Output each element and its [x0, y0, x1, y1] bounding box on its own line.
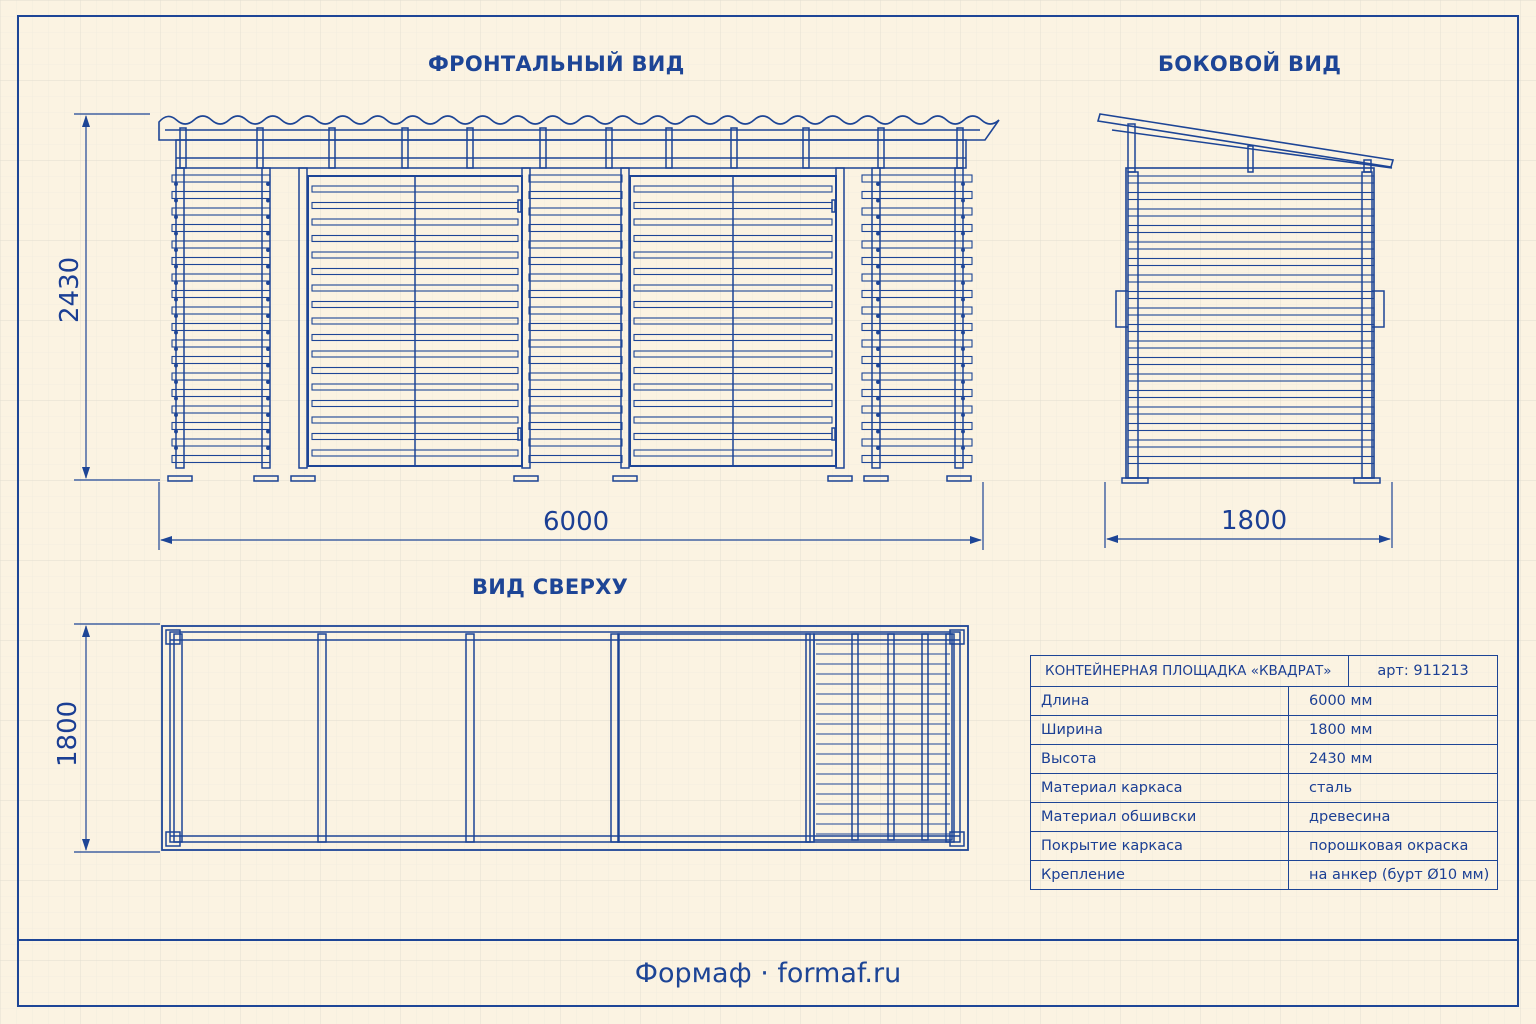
front-bolt	[267, 249, 269, 251]
front-bolt	[175, 364, 177, 366]
front-bolt	[877, 364, 879, 366]
front-bolt	[267, 315, 269, 317]
front-bolt	[877, 282, 879, 284]
spec-article: арт: 911213	[1349, 656, 1498, 687]
front-bolt	[877, 183, 879, 185]
front-bolt	[962, 265, 964, 267]
front-bolt	[175, 447, 177, 449]
front-bolt	[877, 447, 879, 449]
front-bolt	[962, 249, 964, 251]
front-bolt	[175, 414, 177, 416]
front-bolt	[267, 199, 269, 201]
front-bolt	[267, 364, 269, 366]
front-bolt	[175, 183, 177, 185]
side-width-dimension: 1800	[1221, 506, 1288, 536]
front-bolt	[962, 364, 964, 366]
front-bolt	[267, 397, 269, 399]
front-bolt	[962, 397, 964, 399]
front-bolt	[962, 298, 964, 300]
spec-value: 2430 мм	[1289, 745, 1498, 774]
top-view-title: ВИД СВЕРХУ	[472, 575, 629, 599]
front-bolt	[962, 331, 964, 333]
spec-label: Высота	[1031, 745, 1289, 774]
front-bolt	[877, 381, 879, 383]
front-bolt	[175, 430, 177, 432]
front-bolt	[877, 331, 879, 333]
front-bolt	[962, 447, 964, 449]
front-bolt	[175, 315, 177, 317]
front-bolt	[175, 232, 177, 234]
side-view-title: БОКОВОЙ ВИД	[1158, 52, 1342, 76]
spec-label: Ширина	[1031, 716, 1289, 745]
front-bolt	[962, 232, 964, 234]
front-bolt	[877, 216, 879, 218]
spec-value: древесина	[1289, 803, 1498, 832]
front-bolt	[877, 298, 879, 300]
spec-row	[1031, 716, 1498, 745]
front-bolt	[267, 381, 269, 383]
front-bolt	[877, 249, 879, 251]
spec-row	[1031, 774, 1498, 803]
spec-value: сталь	[1289, 774, 1498, 803]
front-bolt	[962, 315, 964, 317]
front-bolt	[962, 348, 964, 350]
spec-label: Материал обшивски	[1031, 803, 1289, 832]
front-bolt	[877, 265, 879, 267]
front-bolt	[267, 348, 269, 350]
footer-brand: Формаф · formaf.ru	[634, 957, 902, 989]
spec-label: Крепление	[1031, 861, 1289, 890]
front-bolt	[877, 397, 879, 399]
spec-row	[1031, 861, 1498, 890]
front-bolt	[175, 265, 177, 267]
front-bolt	[175, 381, 177, 383]
spec-label: Длина	[1031, 687, 1289, 716]
spec-row	[1031, 745, 1498, 774]
front-height-dimension: 2430	[55, 256, 85, 323]
front-bolt	[175, 331, 177, 333]
front-bolt	[267, 430, 269, 432]
front-bolt	[877, 232, 879, 234]
spec-value: на анкер (бурт Ø10 мм)	[1289, 861, 1498, 890]
spec-label: Покрытие каркаса	[1031, 832, 1289, 861]
front-bolt	[175, 249, 177, 251]
top-depth-dimension: 1800	[53, 700, 83, 767]
front-bolt	[175, 397, 177, 399]
front-bolt	[877, 414, 879, 416]
front-bolt	[877, 199, 879, 201]
front-bolt	[877, 430, 879, 432]
spec-label: Материал каркаса	[1031, 774, 1289, 803]
spec-title: КОНТЕЙНЕРНАЯ ПЛОЩАДКА «КВАДРАТ»	[1031, 656, 1349, 687]
front-bolt	[962, 199, 964, 201]
front-bolt	[962, 216, 964, 218]
front-bolt	[962, 381, 964, 383]
front-bolt	[175, 216, 177, 218]
front-bolt	[267, 216, 269, 218]
spec-value: 6000 мм	[1289, 687, 1498, 716]
front-bolt	[267, 414, 269, 416]
spec-table	[1030, 655, 1498, 890]
front-bolt	[962, 430, 964, 432]
front-bolt	[267, 265, 269, 267]
front-bolt	[267, 298, 269, 300]
spec-row	[1031, 687, 1498, 716]
front-bolt	[175, 298, 177, 300]
front-bolt	[877, 348, 879, 350]
spec-value: 1800 мм	[1289, 716, 1498, 745]
front-bolt	[267, 282, 269, 284]
spec-row	[1031, 803, 1498, 832]
front-bolt	[175, 282, 177, 284]
front-bolt	[267, 447, 269, 449]
spec-header-row	[1031, 656, 1498, 687]
front-bolt	[175, 348, 177, 350]
spec-row	[1031, 832, 1498, 861]
front-bolt	[267, 331, 269, 333]
front-width-dimension: 6000	[543, 507, 610, 537]
front-bolt	[962, 414, 964, 416]
front-bolt	[267, 183, 269, 185]
spec-value: порошковая окраска	[1289, 832, 1498, 861]
front-bolt	[877, 315, 879, 317]
front-bolt	[962, 282, 964, 284]
front-bolt	[267, 232, 269, 234]
front-bolt	[962, 183, 964, 185]
front-view-title: ФРОНТАЛЬНЫЙ ВИД	[428, 52, 685, 76]
front-bolt	[175, 199, 177, 201]
